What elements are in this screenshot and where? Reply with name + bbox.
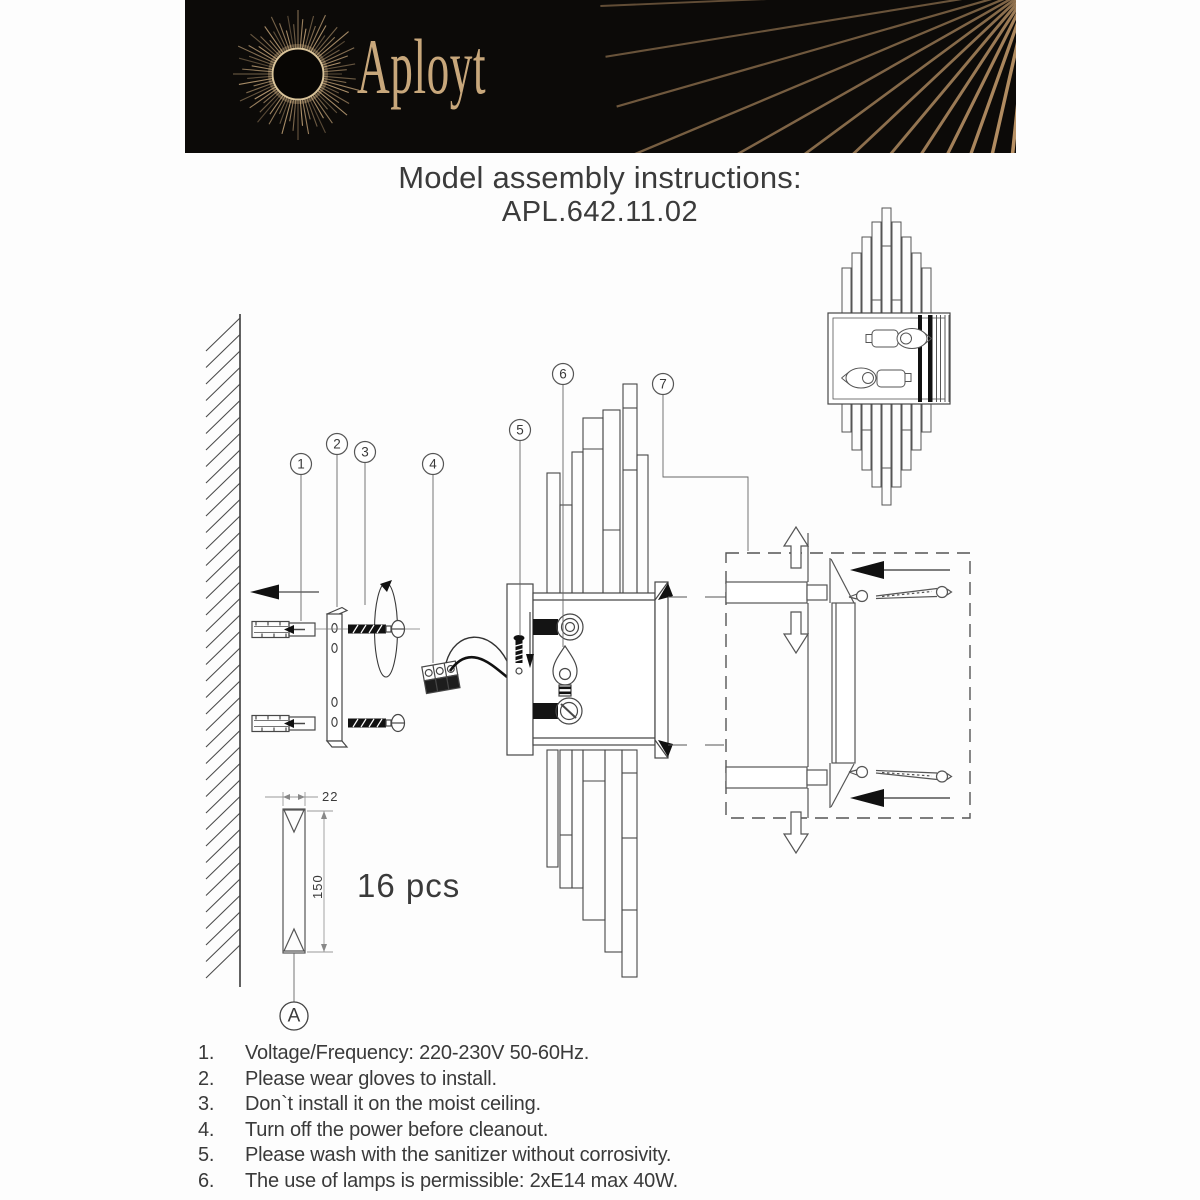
dim-length-label: 150 <box>310 874 325 899</box>
mounting-screw <box>348 621 405 638</box>
glass-rods-top <box>547 384 648 600</box>
dim-width-label: 22 <box>322 789 339 804</box>
instruction-number: 2. <box>198 1067 215 1090</box>
page-title: Model assembly instructions: <box>398 160 802 195</box>
instruction-text: Don`t install it on the moist ceiling. <box>245 1093 541 1116</box>
side-trim <box>655 582 673 758</box>
instruction-text: Voltage/Frequency: 220-230V 50-60Hz. <box>245 1042 590 1064</box>
instruction-item <box>198 1144 678 1170</box>
instruction-text: Please wear gloves to install. <box>245 1067 497 1090</box>
glass-rods-bottom <box>547 750 637 977</box>
instruction-text: The use of lamps is permissible: 2xE14 max 40W. <box>245 1169 679 1192</box>
trim-side-view <box>830 558 868 808</box>
instruction-number: 1. <box>198 1042 215 1064</box>
instruction-item <box>198 1170 678 1196</box>
instruction-item <box>198 1093 678 1119</box>
slide-arrow-icon <box>850 561 950 579</box>
quantity-note: 16 pcs <box>357 867 461 904</box>
instruction-item <box>198 1042 678 1068</box>
part-a-label: A <box>287 1005 301 1027</box>
callout-7: 7 <box>659 376 667 392</box>
callout-6: 6 <box>559 366 567 382</box>
slide-arrow-icon <box>850 789 950 807</box>
callout-5: 5 <box>516 422 524 438</box>
down-arrow-icon <box>784 612 808 653</box>
instruction-number: 6. <box>198 1169 215 1192</box>
callout-3: 3 <box>361 444 369 460</box>
mounting-screw <box>348 715 405 732</box>
wire <box>446 637 507 663</box>
wall-hatching <box>206 318 240 978</box>
instruction-number: 5. <box>198 1144 215 1167</box>
callout-markers <box>291 364 674 475</box>
instruction-text: Turn off the power before cleanout. <box>245 1118 549 1141</box>
callout-4: 4 <box>429 456 437 472</box>
instruction-number: 3. <box>198 1093 215 1116</box>
model-number: APL.642.11.02 <box>501 196 699 228</box>
wall-anchor <box>252 716 315 732</box>
instruction-item <box>198 1119 678 1145</box>
dimension-lines <box>265 792 333 952</box>
trim-screw <box>876 587 952 599</box>
mounting-bracket <box>327 608 347 748</box>
instruction-text: Please wash with the sanitizer without corrosivity. <box>245 1144 672 1167</box>
callout-1: 1 <box>297 456 305 472</box>
assembled-lamp-figure <box>828 208 950 505</box>
wall-anchor <box>252 622 315 638</box>
up-arrow-icon <box>784 527 808 568</box>
exploded-detail-box <box>726 527 970 853</box>
lamp-body <box>533 593 655 745</box>
instruction-number: 4. <box>198 1118 215 1141</box>
part-a-figure <box>265 792 333 1030</box>
insert-arrow-icon <box>250 585 319 600</box>
instruction-item <box>198 1068 678 1094</box>
wire <box>450 657 507 677</box>
brand-name: Aployt <box>357 23 487 110</box>
callout-2: 2 <box>333 436 341 452</box>
instructions-list <box>198 1042 678 1196</box>
projection-lines <box>668 597 726 745</box>
trim-screw <box>876 771 952 783</box>
